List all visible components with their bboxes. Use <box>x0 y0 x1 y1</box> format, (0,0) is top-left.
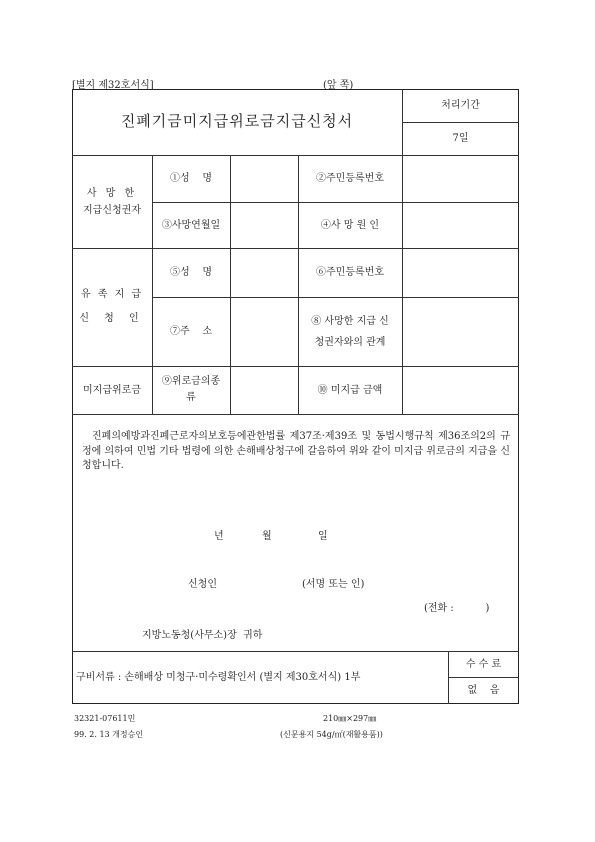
bereaved-address-label: ⑦주 소 <box>169 326 213 337</box>
page-side: (앞 쪽) <box>323 80 354 91</box>
deceased-section-label-line1: 사 망 한 <box>86 187 138 199</box>
bereaved-id-label: ⑥주민등록번호 <box>316 267 384 278</box>
statement-text <box>82 430 510 480</box>
deceased-name-label: ①성 명 <box>169 173 213 184</box>
paper-size: 210㎜×297㎜ <box>323 714 377 723</box>
death-date-field[interactable] <box>231 202 298 248</box>
bereaved-section-label-line2: 신 청 인 <box>79 313 145 324</box>
applicant-label: 신청인 <box>188 579 217 590</box>
death-cause-label: ④사 망 원 인 <box>320 219 380 231</box>
required-documents: 구비서류 : 손해배상 미청구·미수령확인서 (별지 제30호서식) 1부 <box>76 672 361 683</box>
unpaid-section-label: 미지급위로금 <box>83 384 141 396</box>
consolation-type-label-line2: 류 <box>186 392 196 403</box>
processing-period-label: 처리기간 <box>441 100 480 111</box>
deceased-name-field[interactable] <box>231 155 298 202</box>
death-cause-field[interactable] <box>403 202 519 248</box>
death-date-label: ③사망연월일 <box>161 219 221 231</box>
deceased-section-label-line2: 지급신청권자 <box>83 204 141 216</box>
relation-label <box>298 297 402 366</box>
deceased-section-label <box>72 155 152 248</box>
date-month: 월 <box>262 531 272 542</box>
divider <box>72 414 519 415</box>
bereaved-section-label-line1: 유 족 지 급 <box>80 289 144 300</box>
relation-field[interactable] <box>403 297 519 366</box>
form-code: 32321-07611민 <box>74 714 136 723</box>
approval-date: 99. 2. 13 개정승인 <box>74 730 144 739</box>
bereaved-section-label <box>72 248 152 366</box>
form-title: 진폐기금미지급위로금지급신청서 <box>120 112 354 131</box>
unpaid-amount-label: ⑩ 미지급 금액 <box>317 384 383 396</box>
bereaved-name-field[interactable] <box>231 248 298 297</box>
fee-label: 수 수 료 <box>465 658 502 670</box>
phone-label: (전화 : ) <box>424 603 490 614</box>
consolation-type-label-line1: ⑨위로금의종 <box>161 376 221 387</box>
relation-label-line1: ⑧ 사망한 지급 신 <box>311 315 389 327</box>
fee-value: 없 음 <box>467 685 500 696</box>
unpaid-amount-field[interactable] <box>403 366 519 414</box>
signature-label: (서명 또는 인) <box>302 579 365 590</box>
date-year: 년 <box>214 531 224 542</box>
consolation-type-label <box>152 366 230 414</box>
form-number: [별지 제32호서식] <box>72 80 154 91</box>
bereaved-name-label: ⑤성 명 <box>169 267 213 278</box>
deceased-id-label: ②주민등록번호 <box>316 173 384 184</box>
date-day: 일 <box>318 531 328 542</box>
processing-period-value: 7일 <box>452 133 469 144</box>
deceased-id-field[interactable] <box>403 155 519 202</box>
relation-label-line2: 청권자와의 관계 <box>314 336 386 348</box>
bereaved-address-field[interactable] <box>231 297 298 366</box>
addressee: 지방노동청(사무소)장 귀하 <box>142 630 263 641</box>
statement-paragraph: 진폐의예방과진폐근로자의보호등에관한법률 제37조·제39조 및 동법시행규칙 제36조의2의 규정에 의하여 민법 기타 법령에 의한 손해배상청구에 갈음하여 위와 같이 미지급 위로금의 지급을 신청합니다. <box>82 431 510 471</box>
bereaved-id-field[interactable] <box>403 248 519 297</box>
paper-type: (신문용지 54g/㎡(재활용품)) <box>280 730 383 739</box>
consolation-type-field[interactable] <box>231 366 298 414</box>
